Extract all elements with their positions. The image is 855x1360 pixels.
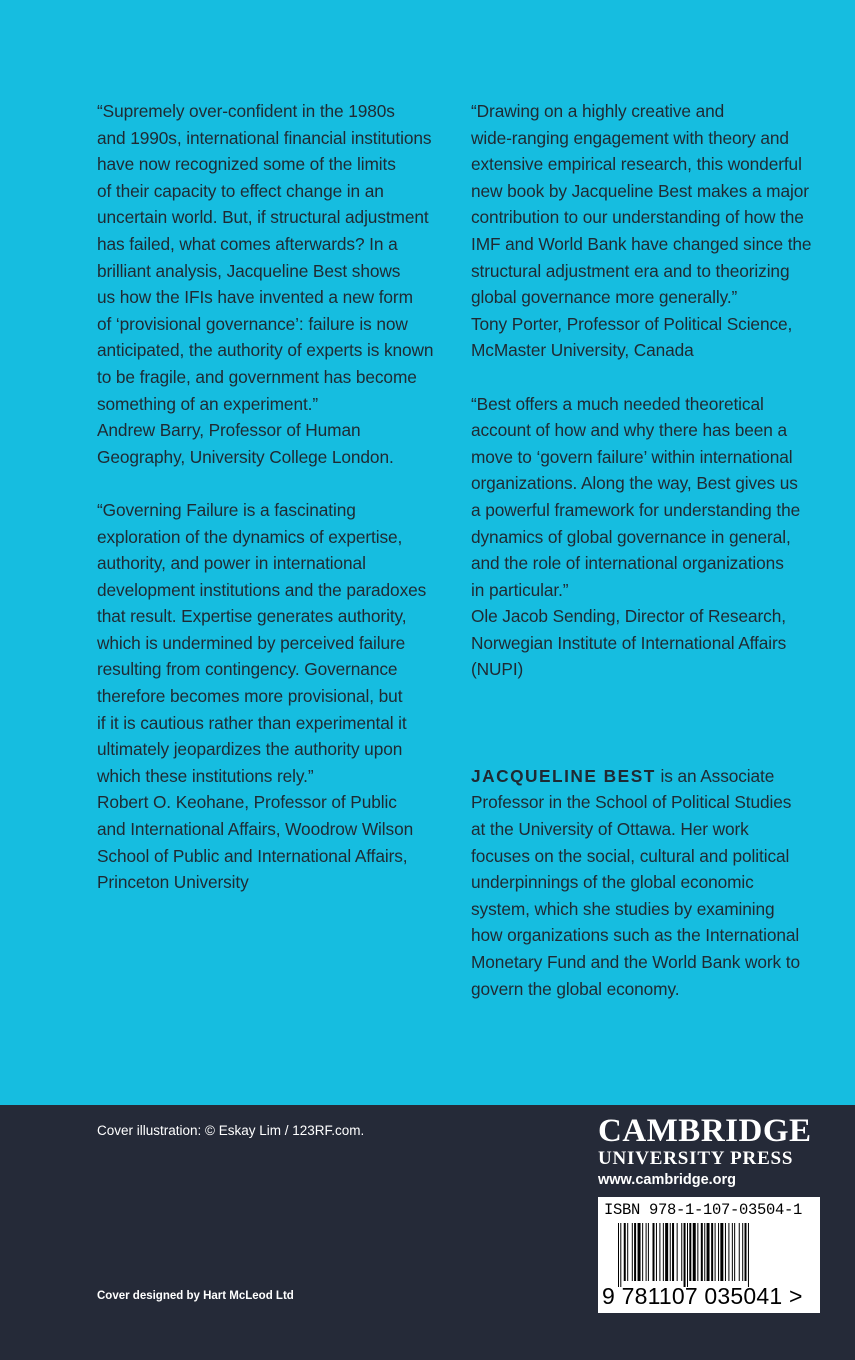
quote-line: extensive empirical research, this wonderful (471, 154, 802, 175)
barcode-bar (734, 1223, 735, 1281)
barcode-bar (687, 1223, 688, 1287)
quote-line: brilliant analysis, Jacqueline Best shows (97, 260, 401, 281)
barcode-bar (707, 1223, 710, 1281)
quote-line: if it is cautious rather than experimental it (97, 712, 407, 733)
barcode-bar (681, 1223, 682, 1281)
bio-first-line (471, 763, 831, 790)
quote-line: of their capacity to effect change in an (97, 180, 384, 201)
cover-illustration-credit: Cover illustration: © Eskay Lim / 123RF.com. (97, 1123, 365, 1138)
barcode-bar (663, 1223, 664, 1281)
barcode-bar (725, 1223, 726, 1281)
quote-line: to be fragile, and government has become (97, 366, 417, 387)
quote-line: of ‘provisional governance’: failure is now (97, 313, 408, 334)
quote-line: resulting from contingency. Governance (97, 659, 398, 680)
quote-attribution: Ole Jacob Sending, Director of Research, (471, 606, 786, 627)
bio-line: underpinnings of the global economic (471, 872, 754, 893)
barcode-bar (704, 1223, 705, 1281)
barcode-bar (742, 1223, 743, 1281)
quote-porter (471, 98, 831, 364)
quote-attribution: and International Affairs, Woodrow Wilson (97, 819, 414, 840)
right-column (471, 98, 831, 1002)
barcode-bar (672, 1223, 674, 1281)
quote-line: exploration of the dynamics of expertise, (97, 526, 403, 547)
publisher-subtitle: UNIVERSITY PRESS (598, 1148, 794, 1169)
isbn-label: ISBN 978-1-107-03504-1 (604, 1201, 803, 1219)
bio-line: focuses on the social, cultural and political (471, 845, 790, 866)
quote-attribution: Geography, University College London. (97, 446, 394, 467)
bio-line: at the University of Ottawa. Her work (471, 819, 749, 840)
barcode-bar (718, 1223, 719, 1281)
quote-line: “Best offers a much needed theoretical (471, 393, 764, 414)
barcode-bar (670, 1223, 671, 1281)
barcode-bar (715, 1223, 716, 1281)
quote-line: global governance more generally.” (471, 287, 738, 308)
quote-line: development institutions and the paradoxes (97, 579, 427, 600)
paragraph-gap (97, 470, 457, 497)
quote-line: something of an experiment.” (97, 393, 319, 414)
quote-attribution: Robert O. Keohane, Professor of Public (97, 792, 397, 813)
barcode-bars (618, 1223, 808, 1287)
bio-line: govern the global economy. (471, 978, 680, 999)
quote-line: structural adjustment era and to theorizing (471, 260, 790, 281)
quote-sending (471, 391, 831, 684)
quote-attribution: Tony Porter, Professor of Political Science, (471, 313, 793, 334)
barcode-bar (684, 1223, 686, 1287)
barcode-bar (656, 1223, 657, 1281)
barcode-bar (693, 1223, 696, 1281)
quote-line: authority, and power in international (97, 553, 366, 574)
barcode-bar (677, 1223, 678, 1281)
bio-line: Monetary Fund and the World Bank work to (471, 952, 800, 972)
quote-attribution: School of Public and International Affairs, (97, 845, 408, 866)
quote-line: a powerful framework for understanding the (471, 499, 801, 520)
quote-keohane (97, 497, 457, 896)
barcode-bar (659, 1223, 660, 1281)
isbn-barcode (598, 1197, 820, 1313)
author-name: JACQUELINE BEST (471, 765, 656, 786)
quote-line: account of how and why there has been a (471, 420, 788, 441)
quote-line: move to ‘govern failure’ within international (471, 446, 793, 467)
paragraph-gap (471, 736, 831, 763)
publisher-block (598, 1113, 822, 1191)
barcode-bar (632, 1223, 633, 1281)
quote-line: and the role of international organizations (471, 553, 784, 574)
quote-line: in particular.” (471, 579, 569, 600)
quote-barry (97, 98, 457, 470)
quote-line: “Drawing on a highly creative and (471, 101, 725, 121)
quote-line: “Governing Failure is a fascinating (97, 499, 356, 520)
bio-line: system, which she studies by examining (471, 898, 775, 919)
barcode-bar (732, 1223, 733, 1281)
barcode-bar (748, 1223, 749, 1287)
barcode-bar (739, 1223, 740, 1281)
barcode-bar (620, 1223, 621, 1287)
publisher-url: www.cambridge.org (598, 1172, 737, 1188)
paragraph-gap (471, 364, 831, 391)
author-bio (471, 763, 831, 1002)
paragraph-gap (471, 710, 831, 737)
quote-line: wide-ranging engagement with theory and (471, 127, 789, 148)
quote-line: which is undermined by perceived failure (97, 632, 406, 653)
barcode-bar (653, 1223, 655, 1281)
quote-attribution: McMaster University, Canada (471, 340, 694, 361)
quote-line: has failed, what comes afterwards? In a (97, 233, 398, 254)
barcode-bar (624, 1223, 626, 1281)
barcode-bar (648, 1223, 649, 1281)
quote-line: “Supremely over-confident in the 1980s (97, 101, 395, 121)
quote-line: new book by Jacqueline Best makes a major (471, 180, 809, 201)
barcode-bar (701, 1223, 703, 1281)
quote-line: which these institutions rely.” (97, 765, 314, 786)
quote-attribution: Norwegian Institute of International Affairs (471, 632, 787, 653)
barcode-bar (711, 1223, 713, 1281)
quote-line: anticipated, the authority of experts is known (97, 340, 434, 361)
quote-line: organizations. Along the way, Best gives us (471, 473, 798, 494)
bio-line: Professor in the School of Political Studies (471, 792, 792, 813)
bio-line: how organizations such as the International (471, 925, 800, 946)
quote-line: that result. Expertise generates authority, (97, 606, 407, 627)
paragraph-gap (471, 683, 831, 710)
bio-first-line-rest: is an Associate (655, 765, 775, 786)
quote-line: ultimately jeopardizes the authority upon (97, 739, 403, 760)
quote-line: IMF and World Bank have changed since the (471, 233, 812, 254)
quote-attribution: (NUPI) (471, 659, 524, 680)
barcode-bar (665, 1223, 668, 1281)
quote-line: us how the IFIs have invented a new form (97, 287, 413, 308)
quote-attribution: Princeton University (97, 872, 249, 893)
left-column (97, 98, 457, 896)
quote-line: have now recognized some of the limits (97, 154, 396, 175)
quote-line: contribution to our understanding of how the (471, 207, 804, 228)
barcode-bar (745, 1223, 747, 1281)
barcode-bar (646, 1223, 647, 1281)
quote-attribution: Andrew Barry, Professor of Human (97, 420, 361, 441)
cover-design-credit: Cover designed by Hart McLeod Ltd (97, 1290, 294, 1302)
quote-line: uncertain world. But, if structural adjustment (97, 207, 429, 228)
barcode-bar (627, 1223, 628, 1281)
publisher-name: CAMBRIDGE (598, 1113, 812, 1149)
quote-line: therefore becomes more provisional, but (97, 686, 403, 707)
quote-line: and 1990s, international financial institutions (97, 127, 432, 148)
barcode-bar (720, 1223, 723, 1281)
barcode-bar (634, 1223, 636, 1281)
barcode-bar (618, 1223, 619, 1287)
barcode-bar (689, 1223, 691, 1281)
barcode-digits: 9 781107 035041 > (602, 1283, 803, 1309)
barcode-bar (697, 1223, 698, 1281)
barcode-bar (642, 1223, 643, 1281)
barcode-bar (638, 1223, 641, 1281)
barcode-bar (728, 1223, 729, 1281)
quote-line: dynamics of global governance in general, (471, 526, 791, 547)
